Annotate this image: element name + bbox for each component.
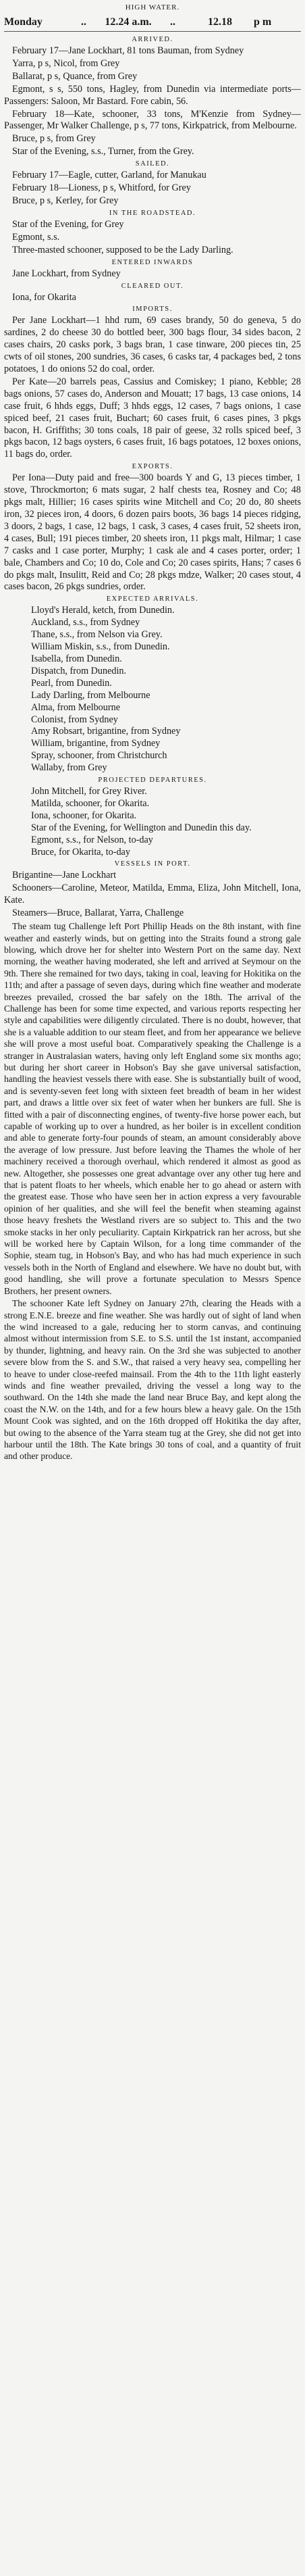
vessels-in-port-entry: Brigantine—Jane Lockhart (12, 870, 117, 881)
projected-departure-item: Matilda, schooner, for Okarita. (31, 797, 150, 809)
expected-arrival-item: Isabella, from Dunedin. (31, 653, 122, 664)
arrival-entry: Ballarat, p s, Quance, from Grey (12, 70, 138, 82)
expected-arrival-item: William, brigantine, from Sydney (31, 738, 161, 749)
projected-departure-item: Star of the Evening, for Wellington and Dunedin this day. (31, 822, 252, 833)
vessels-in-port-heading: VESSELS IN PORT. (114, 860, 191, 868)
imports-heading: IMPORTS. (132, 305, 173, 314)
imports-paragraph: Per Jane Lockhart—1 hhd rum, 69 cases brandy, 50 do geneva, 5 do sardines, 2 do cheese 30 do bottled beer, 300 bags flour, 34 sides bacon, 2 cases chairs, 20 casks pork, 3 bags bran, 1 case tinware, 200 pieces tin, 25 cwts of oil stones, 200 sundries, 36 cases, 6 casks tar, 4 packages bed, 2 tons potatoes, 1 do onions 52 do coal, order. (4, 315, 301, 375)
entered-inwards-heading: ENTERED INWARDS (111, 258, 194, 266)
expected-arrival-item: William Miskin, s.s., from Dunedin. (31, 641, 170, 653)
arrival-entry: Bruce, p s, from Grey (12, 133, 96, 145)
expected-arrivals-heading: EXPECTED ARRIVALS. (106, 595, 199, 603)
expected-arrival-item: Alma, from Melbourne (31, 701, 120, 713)
shipping-column (4, 34, 301, 2571)
high-water-morning: 12.24 a.m. (105, 16, 152, 28)
expected-arrival-item: Auckland, s.s., from Sydney (31, 617, 140, 628)
news-paragraph: The schooner Kate left Sydney on January 27th, clearing the Heads with a strong E.N.E. breeze and fine weather. She was hardly out of sight of land when the wind increased to a gale, reducing her to storm canvas, and continuing almost without intermission from S.E. to S.S. until the 1st instant, accompanied by thunder, lightning, and heavy rain. On the 3rd she was subjected to another severe blow from the S. and S.W., that raised a very heavy sea, compelling her to heave to under close-reefed mainsail. From the 4th to the 11th light easterly winds and fine weather prevailed, driving the vessel a long way to the southward. On the 14th she made the land near Bruce Bay, and kept along the coast the N.W. on the 14th, and for a few hours blew a heavy gale. On the 15th Mount Cook was sighted, and on the 16th dropped off Hokitika the day after, but owing to the absence of the Yarra steam tug at the Grey, she did not get into harbour until the 18th. The Kate brings 30 tons of coal, and a quantity of fruit and other produce. (4, 1298, 301, 1462)
expected-arrival-item: Lloyd's Herald, ketch, from Dunedin. (31, 605, 175, 616)
high-water-dots: .. (81, 16, 86, 28)
projected-departures-heading: PROJECTED DEPARTURES. (98, 776, 207, 785)
divider (4, 31, 301, 32)
entered-inwards-entry: Jane Lockhart, from Sydney (12, 268, 121, 279)
arrival-entry: Yarra, p s, Nicol, from Grey (12, 57, 120, 69)
expected-arrival-item: Amy Robsart, brigantine, from Sydney (31, 726, 181, 737)
expected-arrival-item: Thane, s.s., from Nelson via Grey. (31, 629, 163, 641)
sailed-heading: SAILED. (135, 160, 170, 168)
sailing-entry: February 18—Lioness, p s, Whitford, for Grey (12, 182, 191, 194)
high-water-day: Monday (4, 16, 43, 28)
projected-departure-item: Egmont, s.s., for Nelson, to-day (31, 834, 153, 845)
expected-arrival-item: Spray, schooner, from Christchurch (31, 750, 167, 762)
arrived-heading: ARRIVED. (132, 36, 173, 43)
cleared-out-entry: Iona, for Okarita (12, 291, 76, 303)
projected-departure-item: Bruce, for Okarita, to-day (31, 846, 130, 858)
high-water-dots: .. (170, 16, 175, 28)
high-water-heading: HIGH WATER. (125, 3, 180, 11)
projected-departure-item: Iona, schooner, for Okarita. (31, 810, 137, 821)
high-water-row (4, 15, 301, 30)
roadstead-entry: Three-masted schooner, supposed to be the Lady Darling. (12, 244, 233, 255)
sailing-entry: Bruce, p s, Kerley, for Grey (12, 195, 119, 206)
arrival-entry: Star of the Evening, s.s., Turner, from the Grey. (12, 146, 194, 157)
cleared-out-heading: CLEARED OUT. (121, 282, 184, 290)
roadstead-entry: Star of the Evening, for Grey (12, 218, 124, 230)
sailing-entry: February 17—Eagle, cutter, Garland, for Manukau (12, 170, 206, 181)
expected-arrival-item: Dispatch, from Dunedin. (31, 665, 127, 676)
high-water-evening: 12.18 (208, 16, 232, 28)
exports-paragraph: Per Iona—Duty paid and free—300 boards Y and G, 13 pieces timber, 1 stove, Throckmorton; 6 mats sugar, 2 half chests tea, Rosney and Co; 48 pkgs malt, Hillier; 16 cases spirits wine Mitchell and Co; 20 do, 80 sheets iron, 32 pieces iron, 4 doors, 6 dozen pairs boots, 36 bags 14 pieces ridging, 3 doors, 2 bags, 1 case, 12 bags, 1 cask, 3 cases, 4 cases fruit, 52 sheets iron, 4 cases, Bull; 191 pieces timber, 20 sheets iron, 11 pkgs malt, Hilmar; 1 case 7 casks and 1 case porter, Murphy; 1 cask ale and 4 cases porter, order; 1 bale, Chambers and Co; 10 do, Cole and Co; 20 cases spirits, Hans; 7 cases 6 do pkgs malt, Insulitt, Reid and Co; 28 pkgs mdze, Walker; 20 cases stout, 4 cases bacon, 26 pkgs sundries, order. (4, 472, 301, 593)
imports-paragraph: Per Kate—20 barrels peas, Cassius and Comiskey; 1 piano, Kebble; 28 bags onions, 57 cases do, Anderson and Mouatt; 17 bags, 13 case onions, 14 case fruit, 6 hhds eggs, Duff; 3 hhds eggs, 12 cases, 7 bags onions, 1 case spiced beef, 21 cases fruit, Buchart; 60 cases fruit, 6 cases pines, 3 pkgs bacon, H. Griffiths; 30 tons coals, 18 pair of geese, 32 rolls spiced beef, 3 pkgs bacon, 12 bags oysters, 6 cases fruit, 16 bags potatoes, 12 boxes onions, 11 bags do, order. (4, 376, 301, 460)
vessels-in-port-entry: Schooners—Caroline, Meteor, Matilda, Emma, Eliza, John Mitchell, Iona, Kate. (4, 883, 301, 906)
expected-arrival-item: Pearl, from Dunedin. (31, 677, 112, 689)
news-paragraph: The steam tug Challenge left Port Phillip Heads on the 8th instant, with fine weather and easterly winds, but on getting into the Straits found a strong gale blowing, which drove her for shelter into Western Port on the same day. Next morning, the weather having moderated, she left and arrived at Seymour on the 9th. There she remained for two days, taking in coal, leaving for Hokitika on the 11th; and after a passage of seven days, during which fine weather and moderate breezes prevailed, crossed the bar safely on the 18th. The arrival of the Challenge has been for some time expected, and various reports respecting her style and capabilities were diligently circulated. There is no doubt, however, that she is a valuable addition to our steam fleet, and from her appearance we believe she will prove a most useful boat. Comparatively speaking the Challenge is a stranger in Australasian waters, having only left England some six months ago; but during her short career in Hobson's Bay she gave universal satisfaction, handling the heaviest vessels there with ease. She is substantially built of wood, and is seventy-seven feet long with sixteen feet breadth of beam in her widest part, and draws a little over six feet of water when her bunkers are full. She is fitted with a pair of disconnecting engines, of twenty-five horse power each, but capable of working up to over a hundred, as her boiler is in excellent condition and able to generate forty-four pounds of steam, an amount considerably above the average of low pressure. Just before leaving the Thames the whole of her machinery received a thorough overhaul, which rendered it almost as good as new. Altogether, she possesses one great advantage over any other tug here and that is patent floats to her wheels, which enable her to go ahead or astern with the greatest ease. Those who have seen her in action express a very favourable opinion of her qualities, and she will feel the benefit when steaming against those heavy freshets the Westland rivers are so subject to. This and the two smoke stacks in her only peculiarity. Captain Kirkpatrick ran her across, but she will be worked here by Captain Wilson, for a long time commander of the Sophie, steam tug, in Hobson's Bay, and who has had much experience in such vessels both in the North of England and elsewhere. We have no doubt but, with good handling, she will prove a fortunate speculation to Messrs Spence Brothers, her present owners. (4, 921, 301, 1296)
roadstead-heading: IN THE ROADSTEAD. (109, 209, 196, 217)
arrival-entry: February 18—Kate, schooner, 33 tons, M'Kenzie from Sydney—Passenger, Mr Walker Challenge, p s, 77 tons, Kirkpatrick, from Melbourne. (4, 108, 301, 132)
expected-arrival-item: Colonist, from Sydney (31, 714, 118, 725)
projected-departure-item: John Mitchell, for Grey River. (31, 786, 147, 797)
expected-arrival-item: Wallaby, from Grey (31, 762, 107, 774)
expected-arrival-item: Lady Darling, from Melbourne (31, 689, 150, 701)
vessels-in-port-entry: Steamers—Bruce, Ballarat, Yarra, Challenge (12, 908, 184, 919)
arrival-entry: Egmont, s s, 550 tons, Hagley, from Dunedin via intermediate ports—Passengers: Saloon, Mr Bastard. Fore cabin, 56. (4, 83, 301, 107)
roadstead-entry: Egmont, s.s. (12, 231, 60, 243)
arrival-entry: February 17—Jane Lockhart, 81 tons Bauman, from Sydney (12, 45, 244, 56)
high-water-suffix: p m (254, 16, 272, 28)
exports-heading: EXPORTS. (132, 463, 173, 471)
